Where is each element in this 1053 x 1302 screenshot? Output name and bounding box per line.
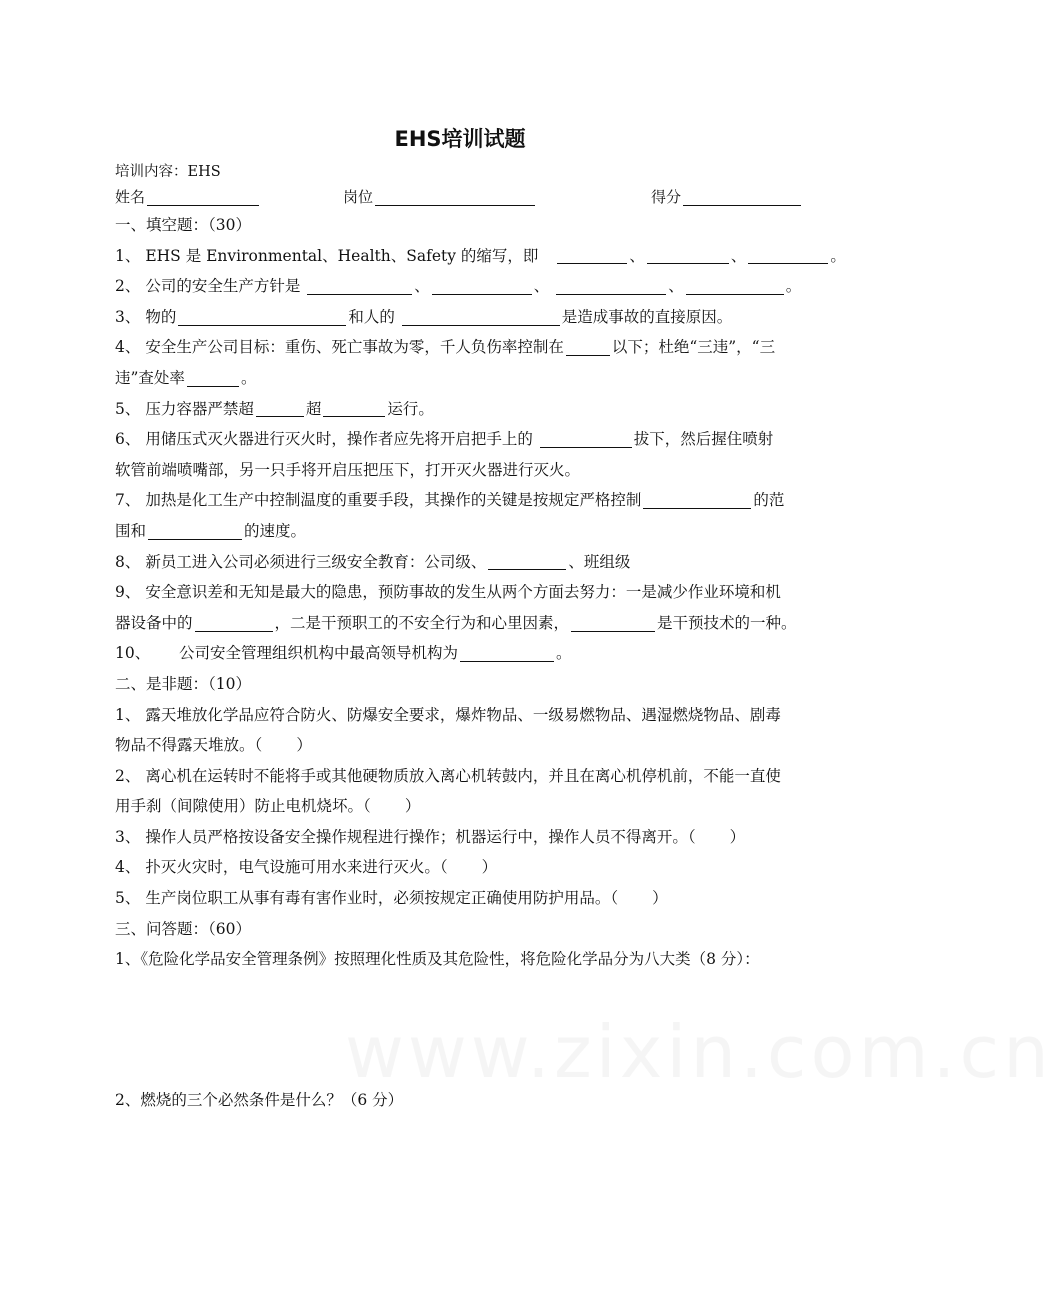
score-blank[interactable] xyxy=(683,189,801,206)
question-text: 用储压式灭火器进行灭火时，操作者应先将开启把手上的 xyxy=(145,430,533,449)
question-text: 公司的安全生产方针是 xyxy=(145,277,301,296)
question-text: 新员工进入公司必须进行三级安全教育：公司级、 xyxy=(145,552,487,571)
answer-blank[interactable] xyxy=(566,339,610,356)
paren-close: ） xyxy=(404,797,421,816)
answer-space[interactable] xyxy=(115,1115,815,1265)
paren-close: ） xyxy=(729,827,746,846)
question-text: 以下；杜绝“三违”，“三 xyxy=(611,338,776,357)
watermark: www.zixin.com.cn xyxy=(345,1010,1053,1094)
fill-question-9 xyxy=(115,577,815,608)
question-number: 3、 xyxy=(115,827,141,846)
answer-blank[interactable] xyxy=(557,247,627,264)
training-content: 培训内容：EHS xyxy=(115,164,221,180)
fill-question-10 xyxy=(115,638,815,669)
name-blank[interactable] xyxy=(147,189,259,206)
fill-question-7-cont xyxy=(115,516,815,547)
answer-blank[interactable] xyxy=(323,400,385,417)
question-number: 4、 xyxy=(115,858,141,877)
answer-blank[interactable] xyxy=(571,614,655,631)
fill-question-6 xyxy=(115,424,815,455)
question-text: 加热是化工生产中控制温度的重要手段，其操作的关键是按规定严格控制 xyxy=(145,491,642,510)
separator: 、 xyxy=(730,246,747,265)
answer-space[interactable] xyxy=(115,975,815,1085)
answer-blank[interactable] xyxy=(148,523,242,540)
answer-blank[interactable] xyxy=(187,370,239,387)
question-number: 10、 xyxy=(115,644,151,663)
question-text: 超 xyxy=(305,399,322,418)
question-text: 操作人员严格按设备安全操作规程进行操作；机器运行中，操作人员不得离开。（ xyxy=(145,827,696,846)
question-text: 物品不得露天堆放。（ xyxy=(115,736,263,755)
separator: 、 xyxy=(629,246,645,265)
name-field[interactable] xyxy=(115,184,343,210)
section-1-heading: 一、填空题：（30） xyxy=(115,216,251,234)
fill-question-4-cont xyxy=(115,363,815,394)
question-text: 、班组级 xyxy=(568,552,631,571)
question-text: 围和 xyxy=(115,521,147,540)
answer-blank[interactable] xyxy=(432,278,532,295)
question-text: 离心机在运转时不能将手或其他硬物质放入离心机转鼓内，并且在离心机停机前，不能一直使 xyxy=(145,766,781,785)
answer-blank[interactable] xyxy=(256,400,304,417)
judge-question-1 xyxy=(115,700,815,731)
question-text: 扑灭火灾时，电气设施可用水来进行灭火。（ xyxy=(145,858,448,877)
separator: 、 xyxy=(668,277,684,296)
separator: 。 xyxy=(830,246,846,265)
fill-question-2 xyxy=(115,271,815,302)
answer-blank[interactable] xyxy=(195,614,273,631)
essay-question-2: 2、燃烧的三个必然条件是什么？（6 分） xyxy=(115,1090,404,1109)
post-blank[interactable] xyxy=(375,189,535,206)
question-text: EHS 是 Environmental、Health、Safety 的缩写，即 xyxy=(145,246,539,265)
fill-question-1 xyxy=(115,241,846,272)
candidate-info xyxy=(115,184,815,210)
score-label: 得分 xyxy=(651,188,682,206)
question-text: 安全生产公司目标：重伤、死亡事故为零，千人负伤率控制在 xyxy=(145,338,564,357)
question-text: 运行。 xyxy=(387,399,434,418)
question-text: 器设备中的 xyxy=(115,613,193,632)
judge-question-2-cont xyxy=(115,791,815,822)
question-text: 生产岗位职工从事有毒有害作业时，必须按规定正确使用防护用品。（ xyxy=(145,889,619,908)
answer-blank[interactable] xyxy=(402,308,560,325)
answer-blank[interactable] xyxy=(686,278,784,295)
judge-question-4 xyxy=(115,852,815,883)
fill-question-3 xyxy=(115,302,815,333)
name-label: 姓名 xyxy=(115,188,146,206)
page-title: EHS培训试题 xyxy=(394,127,526,151)
separator: 。 xyxy=(556,644,572,663)
answer-blank[interactable] xyxy=(540,431,632,448)
fill-question-4 xyxy=(115,332,815,363)
fill-question-5 xyxy=(115,394,815,425)
question-number: 5、 xyxy=(115,889,141,908)
fill-question-8 xyxy=(115,547,815,578)
question-number: 2、 xyxy=(115,277,141,296)
judge-question-1-cont xyxy=(115,730,815,761)
judge-question-5 xyxy=(115,883,815,914)
section-3-heading: 三、问答题：（60） xyxy=(115,919,251,938)
answer-blank[interactable] xyxy=(460,645,554,662)
post-field[interactable] xyxy=(343,184,651,210)
question-number: 8、 xyxy=(115,552,141,571)
question-number: 9、 xyxy=(115,583,141,602)
answer-blank[interactable] xyxy=(488,553,566,570)
answer-blank[interactable] xyxy=(643,492,751,509)
question-number: 2、 xyxy=(115,766,141,785)
question-text: 拔下，然后握住喷射 xyxy=(633,430,774,449)
question-text: 公司安全管理组织机构中最高领导机构为 xyxy=(179,644,459,663)
judge-question-3 xyxy=(115,822,815,853)
question-text: 是干预技术的一种。 xyxy=(657,613,797,632)
answer-blank[interactable] xyxy=(178,308,346,325)
answer-blank[interactable] xyxy=(748,247,828,264)
question-text: 安全意识差和无知是最大的隐患，预防事故的发生从两个方面去努力：一是减少作业环境和机 xyxy=(145,583,781,602)
question-text: 压力容器严禁超 xyxy=(145,399,254,418)
fill-question-6-cont xyxy=(115,455,815,486)
question-number: 6、 xyxy=(115,430,141,449)
exam-body xyxy=(115,160,846,1265)
question-text: 物的 xyxy=(145,307,177,326)
question-text: 的范 xyxy=(753,491,785,510)
post-label: 岗位 xyxy=(343,188,374,206)
fill-question-9-cont xyxy=(115,608,815,639)
answer-blank[interactable] xyxy=(307,278,412,295)
separator: 。 xyxy=(240,368,257,387)
separator: 。 xyxy=(785,277,802,296)
question-text: 的速度。 xyxy=(244,521,307,540)
judge-question-2 xyxy=(115,761,815,792)
answer-blank[interactable] xyxy=(647,247,729,264)
question-text: ，二是干预职工的不安全行为和心里因素， xyxy=(274,613,570,632)
question-text: 和人的 xyxy=(348,307,395,326)
answer-blank[interactable] xyxy=(556,278,666,295)
question-number: 1、 xyxy=(115,705,141,724)
question-number: 5、 xyxy=(115,399,141,418)
essay-question-1: 1、《危险化学品安全管理条例》按照理化性质及其危险性，将危险化学品分为八大类（8 分）： xyxy=(115,950,760,969)
question-number: 1、 xyxy=(115,246,141,265)
question-text: 违”查处率 xyxy=(115,368,185,387)
section-2-heading: 二、是非题：（10） xyxy=(115,674,251,693)
score-field[interactable] xyxy=(651,184,803,210)
separator: 、 xyxy=(414,277,430,296)
question-number: 4、 xyxy=(115,338,141,357)
question-number: 7、 xyxy=(115,491,141,510)
question-text: 软管前端喷嘴部，另一只手将开启压把压下，打开灭火器进行灭火。 xyxy=(115,460,581,479)
fill-question-7 xyxy=(115,485,815,516)
paren-close: ） xyxy=(652,889,668,908)
question-text: 是造成事故的直接原因。 xyxy=(561,307,733,326)
separator: 、 xyxy=(533,277,550,296)
paren-close: ） xyxy=(481,858,498,877)
question-text: 露天堆放化学品应符合防火、防爆安全要求，爆炸物品、一级易燃物品、遇湿燃烧物品、剧毒 xyxy=(145,705,781,724)
question-number: 3、 xyxy=(115,307,141,326)
question-text: 用手刹（间隙使用）防止电机烧坏。（ xyxy=(115,797,371,816)
paren-close: ） xyxy=(296,736,312,755)
